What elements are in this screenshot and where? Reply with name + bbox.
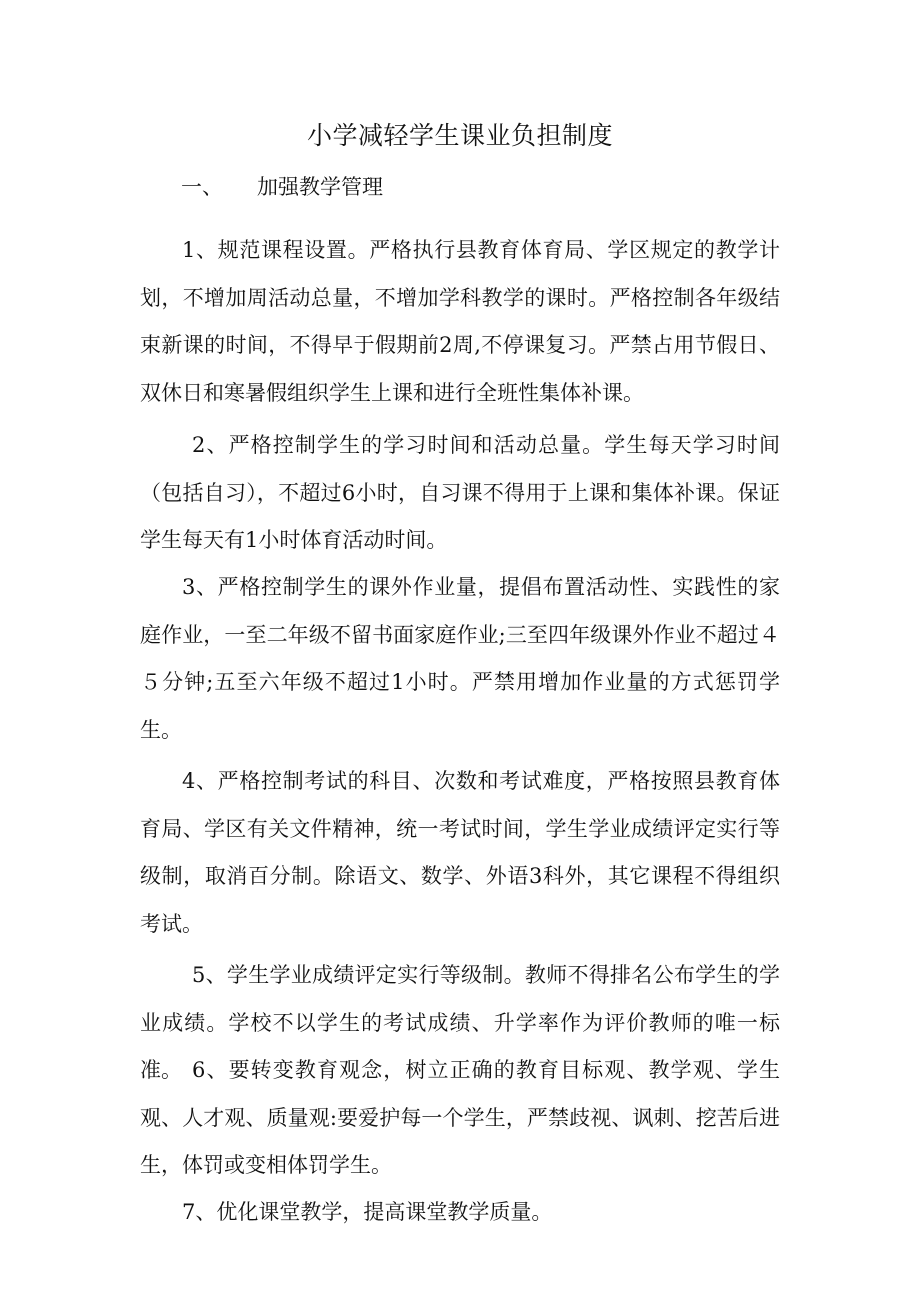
paragraph-7: 7、优化课堂教学，提高课堂教学质量。 (182, 1200, 553, 1224)
paragraph-1: 1、规范课程设置。严格执行县教育体育局、学区规定的教学计划，不增加周活动总量，不增加学科教学的课时。严格控制各年级结束新课的时间，不得早于假期前2周,不停课复习。严禁占用节假日、双休日和寒暑假组织学生上课和进行全班性集体补课。 (140, 238, 780, 405)
paragraph-2: 2、严格控制学生的学习时间和活动总量。学生每天学习时间（包括自习），不超过6小时，自习课不得用于上课和集体补课。保证学生每天有1小时体育活动时间。 (140, 433, 780, 552)
paragraph-5: 5、学生学业成绩评定实行等级制。教师不得排名公布学生的学业成绩。学校不以学生的考试成绩、升学率作为评价教师的唯一标准。 (140, 963, 780, 1082)
paragraph-3: 3、严格控制学生的课外作业量，提倡布置活动性、实践性的家庭作业，一至二年级不留书面家庭作业;三至四年级课外作业不超过４５分钟;五至六年级不超过1小时。严禁用增加作业量的方式惩罚学生。 (140, 575, 780, 742)
section-number: 一、 (181, 175, 223, 199)
section-heading-text: 加强教学管理 (257, 175, 383, 199)
paragraph-6: 6、要转变教育观念，树立正确的教育目标观、教学观、学生观、人才观、质量观:要爱护每一个学生，严禁歧视、讽刺、挖苦后进生，体罚或变相体罚学生。 (140, 1058, 780, 1177)
document-title: 小学减轻学生课业负担制度 (306, 121, 613, 150)
section-heading (181, 167, 383, 207)
paragraph-4: 4、严格控制考试的科目、次数和考试难度，严格按照县教育体育局、学区有关文件精神，统一考试时间，学生学业成绩评定实行等级制，取消百分制。除语文、数学、外语3科外，其它课程不得组织考试。 (140, 769, 780, 936)
